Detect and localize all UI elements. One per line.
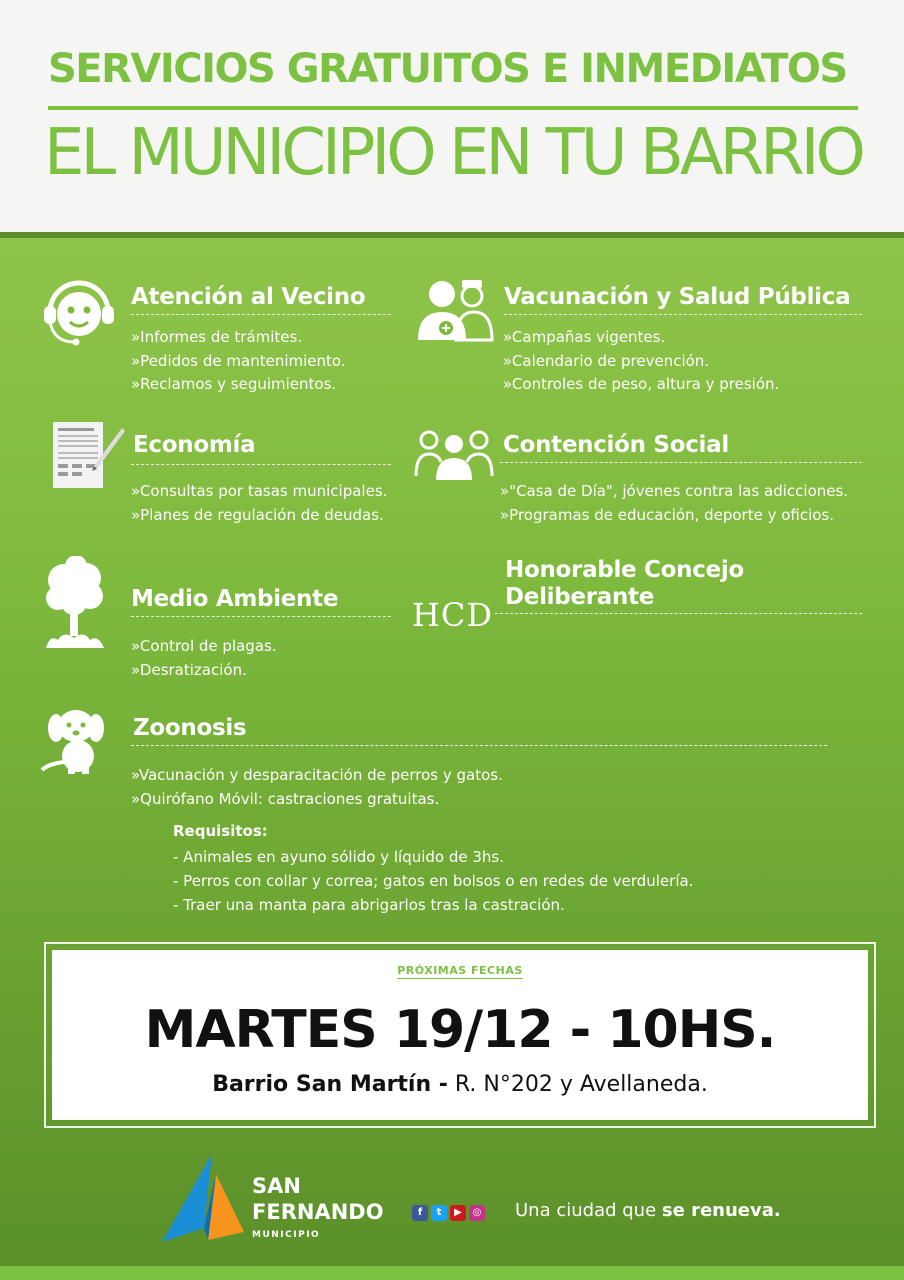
section-rule [504, 314, 862, 315]
tree-icon [44, 556, 108, 650]
section-list-economia [131, 480, 387, 527]
logo-line2: FERNANDO [252, 1200, 384, 1224]
hcd-title-line2: Deliberante [505, 584, 655, 610]
invoice-document-icon [50, 420, 128, 490]
section-rule [131, 314, 391, 315]
list-item: - Perros con collar y correa; gatos en bolsos o en redes de verdulería. [173, 872, 694, 890]
sail-logo-icon [160, 1150, 244, 1246]
section-rule [131, 745, 827, 746]
list-item: »Informes de trámites. [131, 328, 303, 346]
section-list-ambiente [131, 635, 277, 682]
dates-label [52, 964, 868, 977]
section-list-salud [503, 326, 779, 397]
section-title-economia: Economía [133, 432, 256, 458]
header-subtitle: EL MUNICIPIO EN TU BARRIO [44, 116, 862, 190]
section-rule [500, 462, 862, 463]
dates-panel [52, 950, 868, 1120]
section-title-zoonosis: Zoonosis [133, 715, 247, 741]
list-item: »Reclamos y seguimientos. [131, 375, 337, 393]
headset-agent-icon [40, 272, 118, 350]
logo-subtitle: MUNICIPIO [252, 1230, 321, 1240]
requirements-title: Requisitos: [173, 822, 268, 840]
slogan [515, 1200, 781, 1221]
list-item: »Desratización. [131, 660, 247, 679]
event-location [52, 1072, 868, 1097]
list-item: »Control de plagas. [131, 637, 277, 655]
facebook-icon[interactable]: f [412, 1205, 428, 1221]
section-title-social: Contención Social [503, 432, 729, 458]
section-rule [495, 613, 862, 614]
bottom-band [0, 1266, 904, 1280]
list-item: »"Casa de Día", jóvenes contra las adicciones. [500, 482, 849, 500]
slogan-bold: se renueva. [661, 1200, 781, 1221]
header [0, 0, 904, 232]
header-title: SERVICIOS GRATUITOS E INMEDIATOS [48, 46, 847, 92]
list-item: »Quirófano Móvil: castraciones gratuitas. [131, 789, 440, 808]
section-list-social [500, 480, 848, 527]
doctor-nurse-icon [416, 276, 494, 344]
hcd-title-line1: Honorable Concejo [505, 557, 744, 583]
slogan-regular: Una ciudad que [515, 1200, 662, 1221]
logo-line1: SAN [252, 1174, 301, 1198]
dates-label-text: PRÓXIMAS FECHAS [397, 964, 523, 977]
list-item: - Animales en ayuno sólido y líquido de 3hs. [173, 848, 505, 866]
section-list-vecino [131, 326, 346, 397]
hcd-logo: HCD [412, 596, 494, 634]
youtube-icon[interactable]: ▶ [450, 1205, 466, 1221]
logo-name [252, 1173, 384, 1225]
group-people-icon [414, 426, 494, 482]
event-location-rest: R. N°202 y Avellaneda. [447, 1072, 708, 1097]
list-item: »Campañas vigentes. [503, 328, 666, 346]
list-item: »Programas de educación, deporte y oficios. [500, 505, 835, 524]
section-rule [131, 464, 391, 465]
twitter-icon[interactable]: t [431, 1205, 447, 1221]
header-divider [48, 106, 858, 110]
list-item: »Pedidos de mantenimiento. [131, 351, 346, 370]
list-item: - Traer una manta para abrigarlos tras la castración. [173, 896, 565, 914]
dog-icon [40, 706, 114, 776]
section-title-ambiente: Medio Ambiente [131, 586, 339, 612]
event-location-bold: Barrio San Martín - [212, 1072, 448, 1097]
section-rule [131, 616, 391, 617]
list-item: »Consultas por tasas municipales. [131, 482, 388, 500]
section-title-hcd [505, 557, 744, 611]
social-icons [412, 1205, 485, 1221]
event-date: MARTES 19/12 - 10HS. [144, 1000, 776, 1060]
list-item: »Calendario de prevención. [503, 351, 710, 370]
section-list-zoonosis [131, 764, 503, 811]
section-title-salud: Vacunación y Salud Pública [504, 284, 851, 310]
section-title-vecino: Atención al Vecino [131, 284, 366, 310]
requirements-list [173, 845, 693, 917]
list-item: »Planes de regulación de deudas. [131, 505, 384, 524]
list-item: »Controles de peso, altura y presión. [503, 375, 780, 393]
list-item: »Vacunación y desparacitación de perros y gatos. [131, 766, 503, 784]
instagram-icon[interactable]: ◎ [469, 1205, 485, 1221]
